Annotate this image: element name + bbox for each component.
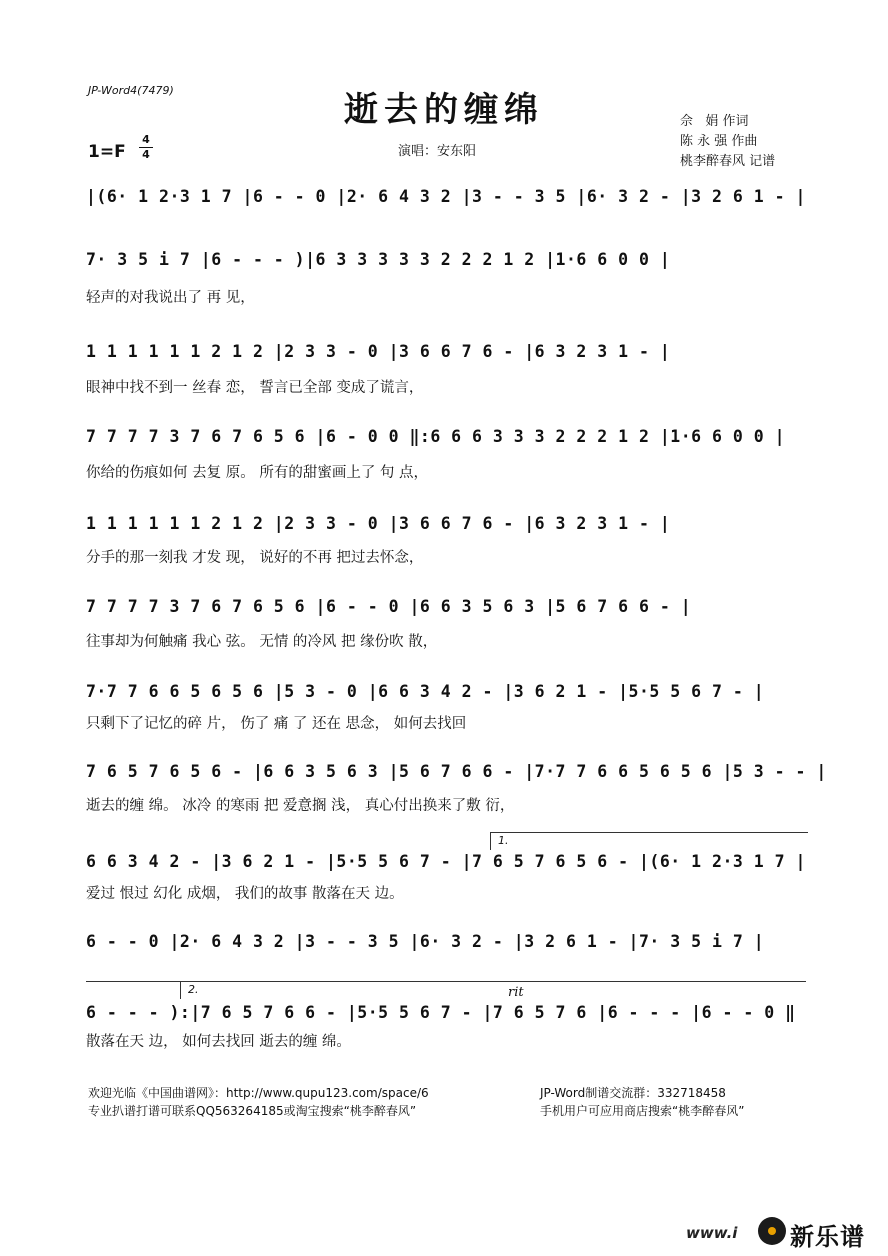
score-row-4-notes: 7 7 7 7 3 7 6 7 6 5 6 |6 - 0 0 ‖:6 6 6 3 3 3 2 2 2 1 2 |1·6 6 0 0 | bbox=[86, 427, 786, 446]
score-row-3-lyrics: 眼神中找不到一 丝春 恋， 誓言已全部 变成了谎言， bbox=[86, 380, 424, 396]
composer-credits: 佘 娟 作词 陈 永 强 作曲 桃李醉春风 记谱 bbox=[680, 114, 776, 169]
score-row-6-notes: 7 7 7 7 3 7 6 7 6 5 6 |6 - - 0 |6 6 3 5 6 3 |5 6 7 6 6 - | bbox=[86, 597, 692, 616]
time-signature bbox=[138, 134, 154, 161]
key-signature: 1=F bbox=[88, 142, 126, 162]
score-row-3-notes: 1 1 1 1 1 1 2 1 2 |2 3 3 - 0 |3 6 6 7 6 - |6 3 2 3 1 - | bbox=[86, 342, 671, 361]
score-row-10-notes: 6 - - 0 |2· 6 4 3 2 |3 - - 3 5 |6· 3 2 - |3 2 6 1 - |7· 3 5 i 7 | bbox=[86, 932, 765, 951]
ending-2-tick bbox=[180, 981, 181, 999]
logo-brand: 新乐谱 bbox=[790, 1223, 865, 1251]
score-row-2-lyrics: 轻声的对我说出了 再 见， bbox=[86, 290, 255, 306]
score-row-4-lyrics: 你给的伤痕如何 去复 原。 所有的甜蜜画上了 句 点， bbox=[86, 465, 429, 481]
score-row-7-lyrics: 只剩下了记忆的碎 片， 伤了 痛 了 还在 思念， 如何去找回 bbox=[86, 716, 467, 732]
ending-2-bracket bbox=[86, 981, 806, 982]
score-row-1-notes: |(6· 1 2·3 1 7 |6 - - 0 |2· 6 4 3 2 |3 - - 3 5 |6· 3 2 - |3 2 6 1 - | bbox=[86, 187, 806, 206]
logo-url-text: www.i bbox=[686, 1224, 738, 1242]
score-row-9-lyrics: 爱过 恨过 幻化 成烟， 我们的故事 散落在天 边。 bbox=[86, 886, 404, 902]
ritardando-mark: rit bbox=[508, 985, 524, 1000]
singer-credit: 演唱：安东阳 bbox=[398, 144, 477, 159]
score-row-7-notes: 7·7 7 6 6 5 6 5 6 |5 3 - 0 |6 6 3 4 2 - |3 6 2 1 - |5·5 5 6 7 - | bbox=[86, 682, 765, 701]
score-row-6-lyrics: 往事却为何触痛 我心 弦。 无情 的冷风 把 缘份吹 散， bbox=[86, 634, 438, 650]
footer-website: 欢迎光临《中国曲谱网》：http://www.qupu123.com/space/6 bbox=[88, 1086, 429, 1100]
score-row-9-notes: 6 6 3 4 2 - |3 6 2 1 - |5·5 5 6 7 - |7 6 5 7 6 5 6 - |(6· 1 2·3 1 7 | bbox=[86, 852, 806, 871]
score-row-5-notes: 1 1 1 1 1 1 2 1 2 |2 3 3 - 0 |3 6 6 7 6 - |6 3 2 3 1 - | bbox=[86, 514, 671, 533]
score-row-5-lyrics: 分手的那一刻我 才发 现， 说好的不再 把过去怀念， bbox=[86, 550, 424, 566]
score-row-11-notes: 6 - - - ):|7 6 5 7 6 6 - |5·5 5 6 7 - |7 6 5 7 6 |6 - - - |6 - - 0 ‖ bbox=[86, 1003, 796, 1022]
score-row-2-notes: 7· 3 5 i 7 |6 - - - )|6 3 3 3 3 3 2 2 2 1 2 |1·6 6 0 0 | bbox=[86, 250, 671, 269]
score-row-11-lyrics: 散落在天 边， 如何去找回 逝去的缠 绵。 bbox=[86, 1034, 351, 1050]
ending-2-label: 2. bbox=[188, 983, 199, 996]
footer-mobile: 手机用户可应用商店搜索“桃李醉春风” bbox=[540, 1104, 745, 1118]
footer-contact: 专业扒谱打谱可联系QQ563264185或淘宝搜索“桃李醉春风” bbox=[88, 1104, 417, 1118]
ending-1-tick bbox=[490, 832, 491, 850]
source-label: JP-Word4(7479) bbox=[88, 84, 174, 97]
site-logo[interactable] bbox=[686, 1214, 882, 1250]
ending-1-bracket bbox=[490, 832, 808, 833]
song-title: 逝去的缠绵 bbox=[344, 90, 544, 130]
record-disc-icon bbox=[758, 1217, 786, 1245]
ending-1-label: 1. bbox=[498, 834, 509, 847]
meter-top: 4 bbox=[142, 133, 150, 146]
footer-qq-group: JP-Word制谱交流群：332718458 bbox=[540, 1086, 726, 1100]
score-row-8-lyrics: 逝去的缠 绵。 冰冷 的寒雨 把 爱意搁 浅， 真心付出换来了敷 衍， bbox=[86, 798, 515, 814]
meter-bottom: 4 bbox=[142, 148, 150, 161]
score-row-8-notes: 7 6 5 7 6 5 6 - |6 6 3 5 6 3 |5 6 7 6 6 - |7·7 7 6 6 5 6 5 6 |5 3 - - | bbox=[86, 762, 827, 781]
